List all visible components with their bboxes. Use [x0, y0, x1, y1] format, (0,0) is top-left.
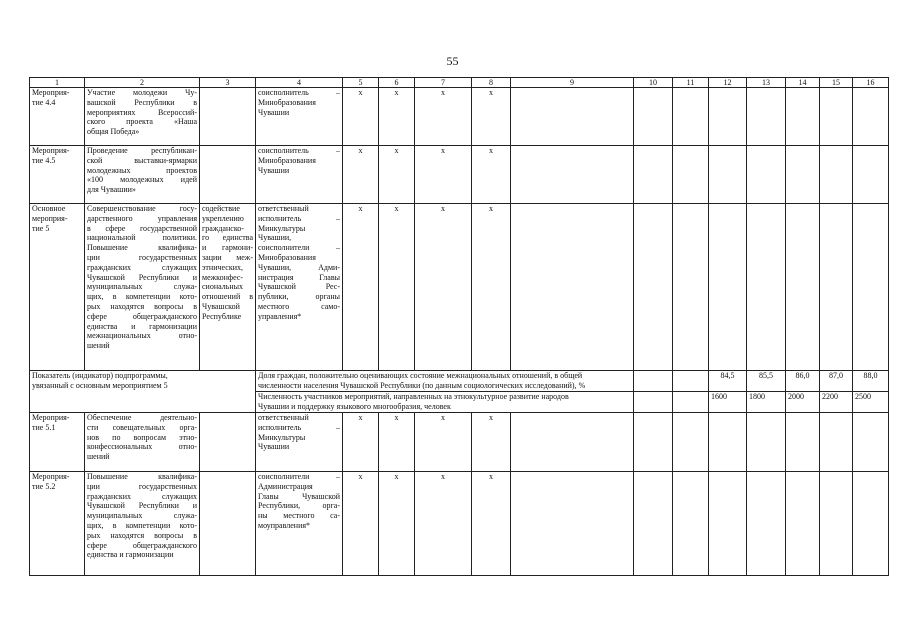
text-line: тие 5 [32, 223, 50, 233]
empty-cell [634, 204, 673, 371]
period-mark-cell: x [415, 88, 472, 146]
indicator-row [30, 371, 889, 392]
text-line: единства и гармонизации [87, 321, 197, 331]
empty-cell [511, 472, 634, 576]
text-line: Чувашии, [258, 233, 292, 243]
text-line: Чувашской Республики и [87, 272, 197, 282]
text-line: Минкультуры [258, 432, 306, 442]
text-line: Чувашии и поддержку языкового многообразия, человек [258, 401, 451, 411]
empty-cell [634, 413, 673, 472]
text-line: Показатель (индикатор) подпрограммы, [32, 371, 168, 380]
text-line: мероприя- [32, 213, 68, 223]
indicator-value-cell: 86,0 [786, 371, 820, 392]
text-line: Численность участников мероприятий, направленных на этнокультурное развитие народов [258, 392, 569, 401]
text-line: Чувашии [258, 107, 290, 117]
text-line: исполнитель – [258, 213, 340, 223]
text-line: мероприятиях Всероссий- [87, 107, 197, 117]
empty-cell [511, 146, 634, 204]
text-line: гражданско- [202, 223, 244, 233]
text-line: зации меж- [202, 252, 253, 262]
text-line: в сфере государственной [87, 223, 197, 233]
measure-code-cell [30, 146, 85, 204]
empty-cell [709, 204, 747, 371]
text-line: Повышение квалифика- [87, 472, 197, 481]
period-mark-cell: x [472, 472, 511, 576]
text-line: межнациональных отно- [87, 331, 197, 341]
text-line: для Чувашии» [87, 185, 136, 195]
text-line: молодежных проектов [87, 165, 197, 175]
column-number-cell: 3 [200, 78, 256, 88]
period-mark-cell: x [343, 472, 379, 576]
text-line: Республики, орга- [258, 501, 340, 511]
indicator-value-cell: 2200 [820, 392, 853, 413]
measure-code-cell [30, 88, 85, 146]
text-line: гражданских служащих [87, 262, 197, 272]
measure-goal-cell [200, 204, 256, 371]
text-line: исполнитель – [258, 422, 340, 432]
column-number-cell: 10 [634, 78, 673, 88]
text-line: муниципальных служа- [87, 282, 197, 292]
text-line: сфере общегражданского [87, 540, 197, 550]
column-number-cell: 9 [511, 78, 634, 88]
executor-cell [256, 204, 343, 371]
text-line: тие 4.5 [32, 155, 56, 165]
text-line: Мероприя- [32, 88, 70, 97]
text-line: ции государственных [87, 252, 197, 262]
empty-cell [673, 88, 709, 146]
empty-cell [786, 88, 820, 146]
text-line: и гармони- [202, 243, 253, 253]
empty-cell [634, 88, 673, 146]
text-line: нистрация Главы [258, 272, 340, 282]
empty-cell [673, 371, 709, 392]
text-line: укреплению [202, 213, 244, 223]
empty-cell [853, 472, 889, 576]
indicator-value-cell: 1600 [709, 392, 747, 413]
empty-cell [747, 204, 786, 371]
text-line: Доля граждан, положительно оценивающих состояние межнациональных отношений, в общей [258, 371, 583, 380]
column-number-cell: 13 [747, 78, 786, 88]
text-line: Обеспечение деятельно- [87, 413, 197, 422]
empty-cell [634, 472, 673, 576]
text-line: Участие молодежи Чу- [87, 88, 197, 97]
text-line: Совершенствование госу- [87, 204, 197, 213]
text-line: шений [87, 452, 110, 462]
text-line: Чувашии, Адми- [258, 262, 340, 272]
text-line: щих, в компетенции кото- [87, 520, 197, 530]
indicator-value-cell: 88,0 [853, 371, 889, 392]
period-mark-cell: x [379, 146, 415, 204]
text-line: численности населения Чувашской Республики (по данным социологических исследований), % [258, 380, 586, 390]
text-line: Чувашии [258, 442, 290, 452]
text-line: Администрация [258, 481, 313, 491]
indicator-value-cell: 85,5 [747, 371, 786, 392]
empty-cell [709, 413, 747, 472]
empty-cell [709, 88, 747, 146]
measure-code-cell [30, 413, 85, 472]
text-line: ответственный [258, 204, 309, 213]
measure-goal-cell [200, 472, 256, 576]
empty-cell [853, 413, 889, 472]
measure-row [30, 146, 889, 204]
text-line: содействие [202, 204, 240, 213]
empty-cell [853, 146, 889, 204]
text-line: го единства [202, 233, 253, 243]
measure-row [30, 204, 889, 371]
text-line: отношений в [202, 292, 253, 302]
text-line: Чувашской Республики и [87, 501, 197, 511]
measure-row [30, 472, 889, 576]
column-number-cell: 2 [85, 78, 200, 88]
text-line: моуправления* [258, 520, 311, 530]
empty-cell [747, 413, 786, 472]
period-mark-cell: x [472, 204, 511, 371]
period-mark-cell: x [415, 413, 472, 472]
empty-cell [747, 472, 786, 576]
period-mark-cell: x [379, 472, 415, 576]
empty-cell [634, 392, 673, 413]
empty-cell [820, 204, 853, 371]
executor-cell [256, 146, 343, 204]
text-line: рых находятся вопросы в [87, 530, 197, 540]
measure-row [30, 413, 889, 472]
empty-cell [747, 146, 786, 204]
text-line: Мероприя- [32, 413, 70, 422]
period-mark-cell: x [415, 146, 472, 204]
text-line: ского проекта «Наша [87, 117, 197, 127]
period-mark-cell: x [343, 413, 379, 472]
text-line: единства и гармонизации [87, 550, 174, 560]
indicator-value-cell: 2000 [786, 392, 820, 413]
executor-cell [256, 413, 343, 472]
text-line: Проведение республикан- [87, 146, 197, 155]
period-mark-cell: x [415, 472, 472, 576]
text-line: тие 5.1 [32, 422, 56, 432]
measure-row [30, 88, 889, 146]
measure-code-cell [30, 472, 85, 576]
text-line: соисполнители – [258, 243, 340, 253]
text-line: «100 молодежных идей [87, 175, 197, 185]
empty-cell [511, 413, 634, 472]
measure-goal-cell [200, 413, 256, 472]
column-number-cell: 15 [820, 78, 853, 88]
text-line: Минобразования [258, 252, 316, 262]
text-line: ции государственных [87, 481, 197, 491]
text-line: щих, в компетенции кото- [87, 292, 197, 302]
text-line: дарственного управления [87, 213, 197, 223]
empty-cell [820, 413, 853, 472]
indicator-value-cell: 1800 [747, 392, 786, 413]
period-mark-cell: x [472, 413, 511, 472]
indicator-value-cell: 87,0 [820, 371, 853, 392]
period-mark-cell: x [379, 413, 415, 472]
text-line: Минобразования [258, 97, 316, 107]
indicator-text-cell [256, 392, 634, 413]
measure-description-cell [85, 88, 200, 146]
text-line: нов по вопросам этно- [87, 432, 197, 442]
text-line: Мероприя- [32, 146, 70, 155]
text-line: тие 4.4 [32, 97, 56, 107]
column-number-cell: 7 [415, 78, 472, 88]
text-line: конфессиональных отно- [87, 442, 197, 452]
measure-description-cell [85, 472, 200, 576]
period-mark-cell: x [472, 88, 511, 146]
empty-cell [820, 146, 853, 204]
column-number-cell: 4 [256, 78, 343, 88]
text-line: соисполнители – [258, 472, 340, 481]
text-line: муниципальных служа- [87, 511, 197, 521]
program-table [29, 77, 889, 576]
text-line: сти совещательных орга- [87, 422, 197, 432]
empty-cell [673, 204, 709, 371]
text-line: национальной политики. [87, 233, 197, 243]
text-line: рых находятся вопросы в [87, 301, 197, 311]
empty-cell [511, 204, 634, 371]
empty-cell [786, 472, 820, 576]
empty-cell [673, 413, 709, 472]
text-line: соисполнитель – [258, 146, 340, 155]
text-line: Чувашской Рес- [258, 282, 340, 292]
measure-description-cell [85, 204, 200, 371]
measure-description-cell [85, 413, 200, 472]
column-number-cell: 8 [472, 78, 511, 88]
empty-cell [634, 371, 673, 392]
executor-cell [256, 88, 343, 146]
text-line: соисполнитель – [258, 88, 340, 97]
period-mark-cell: x [343, 88, 379, 146]
text-line: ской выставки-ярмарки [87, 155, 197, 165]
text-line: Минкультуры [258, 223, 306, 233]
indicator-label-cell [30, 371, 256, 413]
empty-cell [853, 88, 889, 146]
empty-cell [709, 472, 747, 576]
text-line: вашской Республики в [87, 97, 197, 107]
period-mark-cell: x [472, 146, 511, 204]
empty-cell [673, 472, 709, 576]
empty-cell [511, 88, 634, 146]
column-number-cell: 12 [709, 78, 747, 88]
column-number-row [30, 78, 889, 88]
text-line: общая Победа» [87, 127, 140, 137]
empty-cell [786, 204, 820, 371]
empty-cell [853, 204, 889, 371]
page-number: 55 [446, 54, 459, 68]
measure-code-cell [30, 204, 85, 371]
text-line: шений [87, 341, 110, 351]
text-line: Мероприя- [32, 472, 70, 481]
text-line: межконфес- [202, 272, 244, 282]
measure-description-cell [85, 146, 200, 204]
text-line: ны местного са- [258, 511, 340, 521]
text-line: управления* [258, 311, 302, 321]
column-number-cell: 6 [379, 78, 415, 88]
text-line: этнических, [202, 262, 243, 272]
empty-cell [786, 146, 820, 204]
executor-cell [256, 472, 343, 576]
period-mark-cell: x [379, 88, 415, 146]
text-line: увязанный с основным мероприятием 5 [32, 380, 168, 390]
column-number-cell: 5 [343, 78, 379, 88]
text-line: Чувашии [258, 165, 290, 175]
text-line: сфере общегражданского [87, 311, 197, 321]
indicator-value-cell: 84,5 [709, 371, 747, 392]
text-line: Основное [32, 204, 66, 213]
text-line: гражданских служащих [87, 491, 197, 501]
text-line: Главы Чувашской [258, 491, 340, 501]
empty-cell [786, 413, 820, 472]
column-number-cell: 16 [853, 78, 889, 88]
period-mark-cell: x [343, 204, 379, 371]
text-line: публики, органы [258, 292, 340, 302]
indicator-value-cell: 2500 [853, 392, 889, 413]
text-line: сиональных [202, 282, 244, 292]
text-line: Повышение квалифика- [87, 243, 197, 253]
period-mark-cell: x [415, 204, 472, 371]
period-mark-cell: x [343, 146, 379, 204]
empty-cell [747, 88, 786, 146]
empty-cell [820, 88, 853, 146]
empty-cell [673, 392, 709, 413]
empty-cell [634, 146, 673, 204]
column-number-cell: 14 [786, 78, 820, 88]
column-number-cell: 1 [30, 78, 85, 88]
text-line: местного само- [258, 301, 340, 311]
empty-cell [709, 146, 747, 204]
empty-cell [673, 146, 709, 204]
measure-goal-cell [200, 146, 256, 204]
text-line: Чувашской [202, 301, 240, 311]
text-line: Республике [202, 311, 242, 321]
indicator-text-cell [256, 371, 634, 392]
text-line: Минобразования [258, 155, 316, 165]
text-line: тие 5.2 [32, 481, 56, 491]
column-number-cell: 11 [673, 78, 709, 88]
period-mark-cell: x [379, 204, 415, 371]
empty-cell [820, 472, 853, 576]
measure-goal-cell [200, 88, 256, 146]
text-line: ответственный [258, 413, 309, 422]
